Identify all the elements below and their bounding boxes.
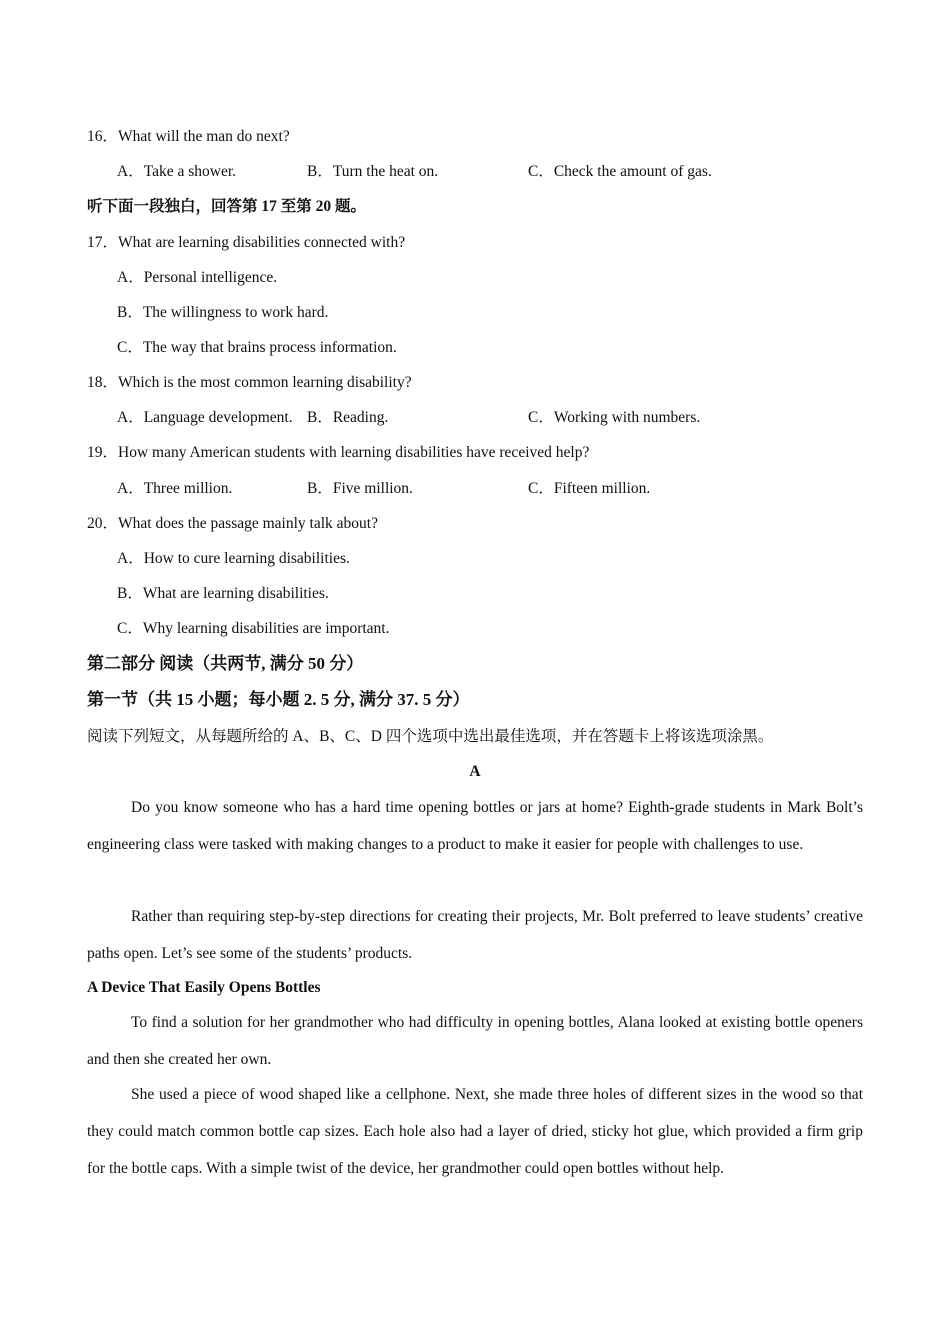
question-16: 16．What will the man do next? bbox=[87, 128, 290, 145]
reading-instruction: 阅读下列短文，从每题所给的 A、B、C、D 四个选项中选出最佳选项，并在答题卡上将该选项涂黑。 bbox=[87, 728, 774, 745]
section-one-title: 第一节（共 15 小题；每小题 2. 5 分, 满分 37. 5 分） bbox=[87, 690, 470, 709]
q20-option-a: A．How to cure learning disabilities. bbox=[117, 550, 350, 567]
passage-paragraph-2: Rather than requiring step-by-step directions for creating their projects, Mr. Bolt preferred to leave students’ creative paths open. Let’s see some of the students’ products. bbox=[87, 908, 863, 962]
q19-option-a: A．Three million. bbox=[117, 480, 233, 497]
question-20: 20．What does the passage mainly talk about? bbox=[87, 515, 378, 532]
q17-option-a: A．Personal intelligence. bbox=[117, 269, 278, 286]
question-19: 19．How many American students with learning disabilities have received help? bbox=[87, 444, 590, 461]
q16-option-c: C．Check the amount of gas. bbox=[528, 163, 712, 180]
question-18: 18．Which is the most common learning disability? bbox=[87, 374, 412, 391]
q20-option-c: C．Why learning disabilities are important. bbox=[117, 620, 390, 637]
passage-paragraph-4: She used a piece of wood shaped like a cellphone. Next, she made three holes of different sizes in the wood so that they could match common bottle cap sizes. Each hole also had a layer of dried, sticky hot glue, which provided a firm grip for the bottle caps. With a simple twist of the device, her grandmother could open bottles without help. bbox=[87, 1086, 863, 1177]
q20-option-b: B．What are learning disabilities. bbox=[117, 585, 329, 602]
q19-option-c: C．Fifteen million. bbox=[528, 480, 651, 497]
q16-option-a: A．Take a shower. bbox=[117, 163, 237, 180]
q18-option-b: B．Reading. bbox=[307, 409, 389, 426]
q18-option-a: A．Language development. bbox=[117, 409, 293, 426]
passage-label: A bbox=[469, 763, 481, 780]
q17-option-c: C．The way that brains process information. bbox=[117, 339, 397, 356]
passage-subheading: A Device That Easily Opens Bottles bbox=[87, 979, 321, 996]
part-two-title: 第二部分 阅读（共两节, 满分 50 分） bbox=[87, 654, 364, 673]
q16-option-b: B．Turn the heat on. bbox=[307, 163, 439, 180]
q19-option-b: B．Five million. bbox=[307, 480, 413, 497]
q17-option-b: B．The willingness to work hard. bbox=[117, 304, 329, 321]
passage-paragraph-1: Do you know someone who has a hard time opening bottles or jars at home? Eighth-grade students in Mark Bolt’s engineering class were tasked with making changes to a product to make it easier for people with challenges to use. bbox=[87, 799, 863, 853]
question-17: 17．What are learning disabilities connected with? bbox=[87, 234, 406, 251]
passage-paragraph-3: To find a solution for her grandmother who had difficulty in opening bottles, Alana looked at existing bottle openers and then she created her own. bbox=[87, 1014, 863, 1068]
q18-option-c: C．Working with numbers. bbox=[528, 409, 701, 426]
monologue-instruction: 听下面一段独白，回答第 17 至第 20 题。 bbox=[87, 198, 367, 215]
